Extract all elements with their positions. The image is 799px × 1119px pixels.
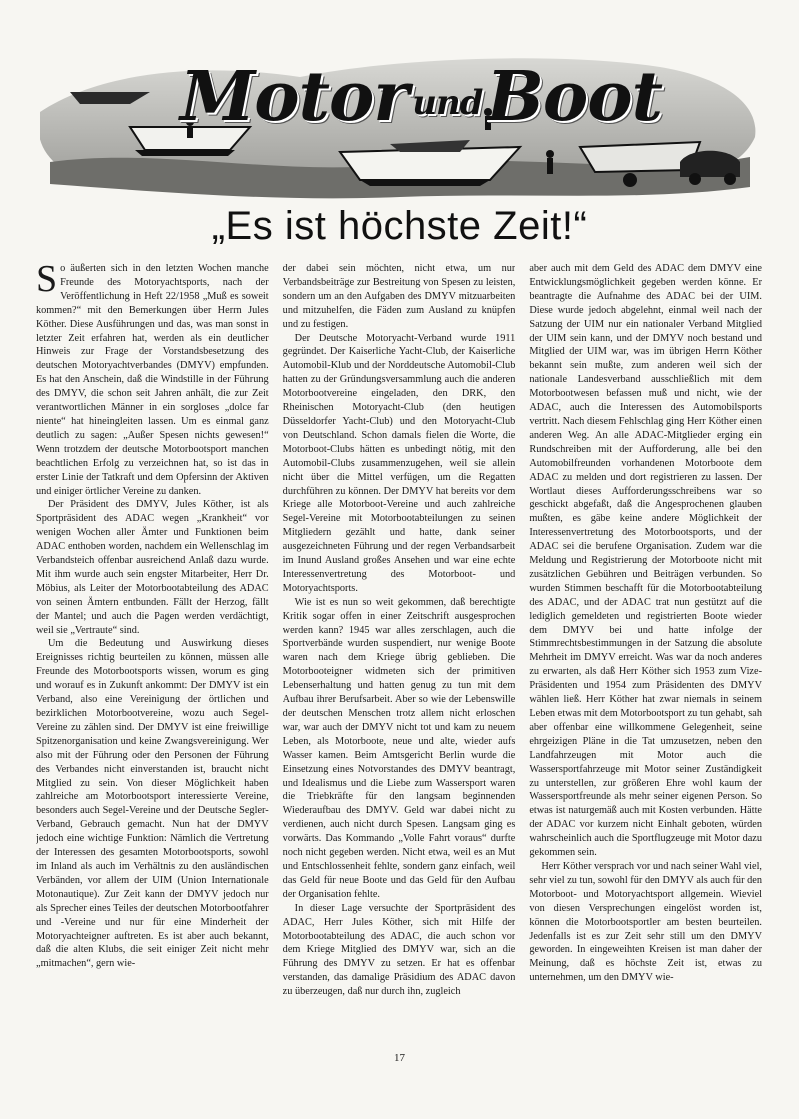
paragraph: Der Deutsche Motoryacht-Verband wurde 1911 gegründet. Der Kaiserliche Yacht-Club, der Kaiserliche Automobil-Klub und der Norddeutsche Automobil-Club hatten zu der Gründungsversammlung auch die anderen Motorbootvereine eingeladen, den DRK, den Rheinischen Motoryacht-Club (den heutigen Düsseldorfer Yacht-Club) und den Motoryacht-Club von Deutschland. Schon damals fielen die Worte, die Motorboot-Clubs hätten es unbedingt nötig, mit den Automobil-Clubs zusammenzugehen, weil sie allein nicht über die Mittel verfügen, um die Regatten durchführen zu können. Der DMYV hat bereits vor dem Kriege alle Motorboot-Vereine und auch zahlreiche Segel-Vereine mit Motorbootabteilungen zu seinen Mitgliedern gezählt und hatte, dank seiner ausgezeichneten Führung und der regen Verbandsarbeit im Inund Ausland großes Ansehen und war eine echte Interessenvertretung des Motorboot- und Motoryachtsports. [282,332,516,594]
masthead-word-motor: Motor [180,57,409,137]
paragraph: der dabei sein möchten, nicht etwa, um nur Verbandsbeiträge zur Bestreitung von Spesen zu leisten, sondern um an den Aufgaben des DMYV mitzuarbeiten und mitzuhelfen, die Fäden zum Ausland zu knüpfen und zu festigen. [282,263,516,330]
masthead-word-und: und [412,83,483,123]
dropcap: S [36,262,58,300]
masthead-title [180,57,663,137]
paragraph: In dieser Lage versuchte der Sportpräsident des ADAC, Herr Jules Köther, sich mit Hilfe der Motorbootabteilung des ADAC, die auch schon vor dem Kriege Mitglied des DMYV war, sich an die Führung des DMYV zu setzen. Er hat es offenbar verstanden, das damalige Präsidium des ADAC davon zu überzeugen, daß nur durch ihn, zugleich [282,902,516,998]
paragraph [36,262,269,498]
paragraph: Um die Bedeutung und Auswirkung dieses Ereignisses richtig beurteilen zu können, müssen alle Freunde des Motorbootsports wissen, worum es ging und worauf es in Zukunft ankommt: Der DMYV ist ein Verband, also eine Vereinigung der örtlichen und bezirklichen Motorbootvereine, wozu auch Segel-Vereine zu zählen sind. Der DMYV ist eine freiwillige Spitzenorganisation und keine Zwangsvereinigung. Wer also mit der Führung oder den Personen der Führung des Verbandes nicht einverstanden ist, braucht nicht Mitglied zu sein. Von dieser Möglichkeit haben zahlreiche am Motorbootsport interessierte Vereine, besonders auch Segel-Vereine und der Deutsche Segler-Verband, Gebrauch gemacht. Nun hat der DMYV jedoch eine wichtige Funktion: Nämlich die Vertretung der Interessen des gesamten Motorbootsports, sowohl im Inland als auch im Verhältnis zu den ausländischen Verbänden, vor allem der UIM (Union Internationale Motonautique). Zur Zeit kann der DMYV jedoch nur als Sprecher eines Teiles der deutschen Motorbootfahrer und -Vereine und nur für eine Minderheit der Motoryachteigner auftreten. Es ist aber auch bekannt, daß die alten Klubs, die seit einiger Zeit nicht mehr „mitmachen“, gern wie- [36,638,269,970]
paragraph-text: o äußerten sich in den letzten Wochen manche Freunde des Motoryachtsports, nach der Veröffentlichung in Heft 22/1958 „Muß es soweit kommen?“ mit den Bemerkungen über Herrn Jules Köther. Diese Ausführungen und das, was man sonst in letzter Zeit erfahren hat, werden als ein deutlicher Hinweis zur Frage der Vorstandsbesetzung des deutschen Motoryachtverbandes (DMYV) empfunden. Es hat den Anschein, daß die Windstille in der Führung des DMYV, die schon seit Jahren anhält, die zur Zeit verantwortlichen Männer in ein sorgloses „dolce far niente“ hat hineingleiten lassen. Um es einmal ganz deutlich zu sagen: „Außer Spesen nichts gewesen!“ Wenn trotzdem der deutsche Motorbootsport manchen beachtlichen Erfolg zu verzeichnen hat, so ist das in erster Linie der Tatkraft und dem Opfersinn der Aktiven und einiger örtlicher Vereine zu danken. [36,263,269,497]
article-headline: „Es ist höchste Zeit!“ [211,204,588,248]
column-1 [36,262,269,1042]
column-3 [529,262,762,1042]
paragraph: Herr Köther versprach vor und nach seiner Wahl viel, sehr viel zu tun, sowohl für den DMYV als auch für den Motorboot- und Motoryachtsport allgemein. Wieviel von diesen Versprechungen eingelöst worden ist, können die Motorbootsportler am besten beurteilen. Jedenfalls ist es zur Zeit sehr still um den DMYV geworden. In eingeweihten Kreisen ist man daher der Meinung, daß es höchste Zeit ist, etwas zu unternehmen, um den DMYV wie- [529,860,763,984]
page-number: 17 [394,1052,405,1064]
paragraph: Der Präsident des DMYV, Jules Köther, ist als Sportpräsident des ADAC wegen „Krankheit“ vor wenigen Wochen aller Ämter und Funktionen beim ADAC enthoben worden, nachdem ein Wellenschlag im Verbandsteich offenbar ausreichend Anlaß dazu wurde. Mit ihm wurde auch sein engster Mitarbeiter, Herr Dr. Möbius, als Leiter der Motorbootabteilung des ADAC von seinen Ämtern entbunden. Fällt der Herzog, fällt der Mantel; und auch die Pagen werden verdächtigt, weil sie „Vertraute“ sind. [36,499,269,636]
article-body [36,262,762,1042]
column-2 [283,262,516,1042]
paragraph: aber auch mit dem Geld des ADAC dem DMYV eine Entwicklungsmöglichkeit gegeben werden könne. Er beantragte die Aufnahme des ADAC bei der UIM. Diese wurde jedoch abgelehnt, einmal weil nach der Satzung der UIM nur ein nationaler Verband Mitglied der UIM sein kann, und der DMYV noch bestand und Mitglied der UIM war, was im übrigen Herrn Köther bekannt sein mußte, zum anderen weil sich der nationale Landesverband ausschließlich mit dem Motorbootwesen befassen muß und nicht, wie der ADAC, auch die Interessen des Automobilsports vertritt. Nach diesem Fehlschlag ging Herr Köther einen anderen Weg. An alle ADAC-Mitglieder erging ein Rundschreiben mit der Aufforderung, alle bei den Automobilfreunden vorhandenen Motorboote dem ADAC zu melden und dort registrieren zu lassen. Der Wortlaut dieses Aufforderungsschreibens war so geschickt abgefaßt, daß die Angesprochenen glauben mußten, es gäbe keine andere Möglichkeit der Interessenvertretung des Motorbootsports, und der ADAC sei die berufene Organisation. Zudem war die Meldung und Registrierung der Motorboote nicht mit zusätzlichen Gebühren und Beiträgen verbunden. So wurden Stimmen beschafft für die Motorbootabteilung des ADAC, und der ADAC trat nun gestützt auf die lediglich gemeldeten und registrierten Boote wieder dem DMYV bei und hatte infolge der Stimmrechtsbestimmungen in der Satzung die absolute Mehrheit im DMYV erreicht. Was war da noch anderes zu erwarten, als daß Herr Köther sich 1953 zum Vize-Präsidenten und 1954 zum Präsidenten des DMYV wählen ließ. Herr Köther hat zwar niemals in seinem Leben etwas mit dem Motorbootsport zu tun gehabt, sah aber offenbar eine willkommene Gelegenheit, seine ehrgeizigen Pläne in die Tat umzusetzen, neben den Landfahrzeugen mit Motor auch die Wassersportfahrzeuge mit Motor seiner Zuständigkeit zu unterstellen, zur größeren Ehre wohl kaum der Wassersportfreunde als mehr seiner eigenen Person. So etwas ist naturgemäß auch mit Kosten verbunden. Hätte der ADAC vor kurzem nicht Einhalt geboten, würden wahrscheinlich auch die Sportflugzeuge mit Motor dazu gekommen sein. [529,263,763,859]
masthead-word-boot: Boot [486,57,663,137]
paragraph: Wie ist es nun so weit gekommen, daß berechtigte Kritik sogar offen in einer Zeitschrift ausgesprochen werden kann? 1945 war alles zerschlagen, auch die Sportverbände wurden suspendiert, nur wenige Boote waren nach dem Kriege übrig geblieben. Die Motorbooteigner widmeten sich der primitiven Lebenserhaltung und hatten genug zu tun mit dem Aufbau ihrer Berufsarbeit. Aber so wie der Lebenswille der deutschen Menschen trotz allem nicht erloschen war, war auch der DMYV nicht tot und kam zu neuem Leben, als Motorboote, neue und alte, wieder aufs Wasser kamen. Beim Amtsgericht Berlin wurde die Einsetzung eines Notvorstandes des DMYV beantragt, und Idealismus und die Liebe zum Wassersport waren die Triebkräfte für den langsam beginnenden Wiederaufbau des DMYV. Geld war dabei nicht zu verdienen, auch nicht durch Spesen. Langsam ging es vorwärts. Das Kommando „Volle Fahrt voraus“ durfte noch nicht gegeben werden. Nicht etwa, weil es an Mut und Entschlossenheit fehlte, sondern ganz einfach, weil das Geld für neue Boote und das Geld für den Aufbau der Organisation fehlte. [282,596,516,900]
